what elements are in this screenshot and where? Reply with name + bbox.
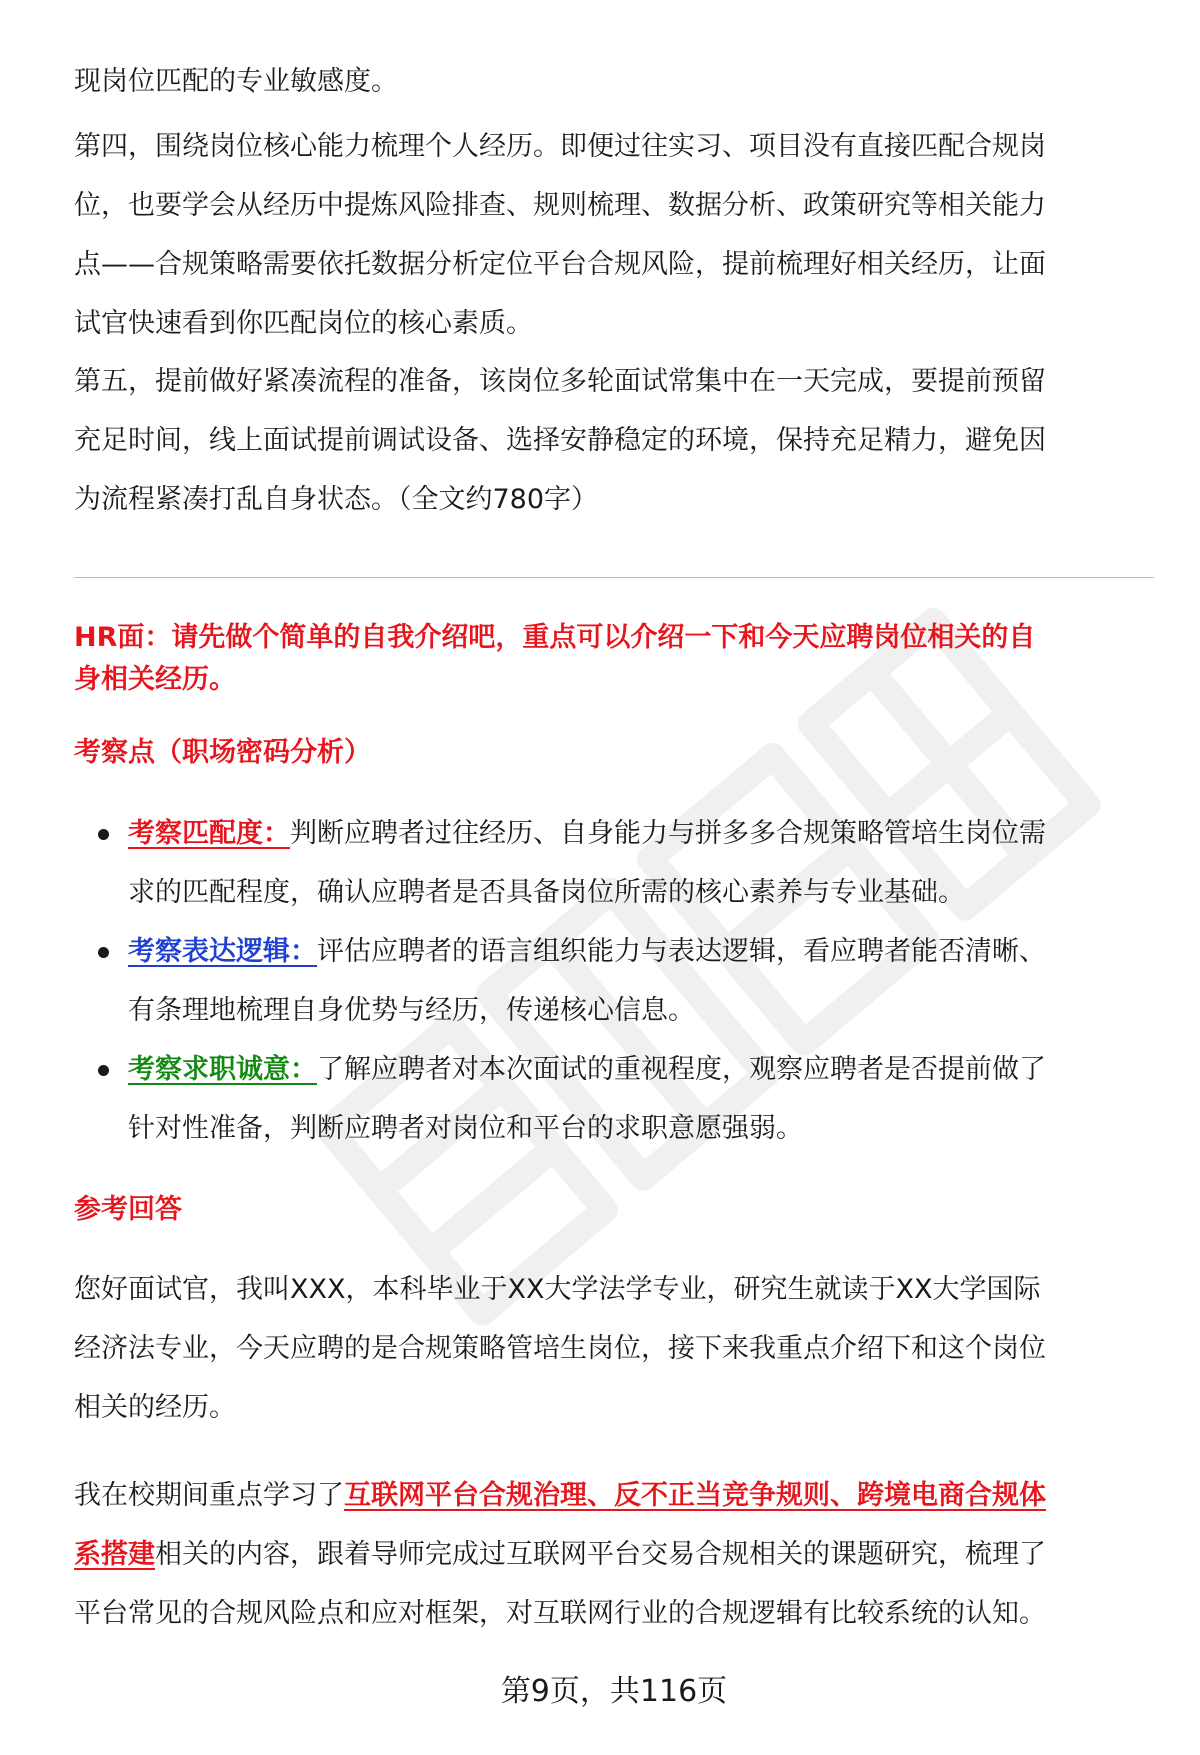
text-line: 第四，围绕岗位核心能力梳理个人经历。即便过往实习、项目没有直接匹配合规岗: [74, 131, 1046, 162]
text-line: 平台常见的合规风险点和应对框架，对互联网行业的合规逻辑有比较系统的认知。: [74, 1598, 1046, 1629]
page-number: 第9页，共116页: [500, 1674, 728, 1709]
section-divider: [74, 577, 1154, 578]
text-line: 经济法专业，今天应聘的是合规策略管培生岗位，接下来我重点介绍下和这个岗位: [74, 1333, 1046, 1364]
section-title-answer: 参考回答: [74, 1194, 182, 1225]
text-line: 现岗位匹配的专业敏感度。: [74, 66, 398, 97]
question-line: HR面：请先做个简单的自我介绍吧，重点可以介绍一下和今天应聘岗位相关的自: [74, 622, 1036, 653]
highlight-text: 互联网平台合规治理、反不正当竞争规则、跨境电商合规体: [344, 1480, 1046, 1511]
text-segment: 我在校期间重点学习了: [74, 1480, 344, 1511]
bullet-text: 评估应聘者的语言组织能力与表达逻辑，看应聘者能否清晰、: [317, 936, 1046, 967]
bullet-line: [128, 1040, 1154, 1099]
bullet-keyword: 考察求职诚意：: [128, 1054, 317, 1085]
paragraph-continuation: [74, 52, 1154, 111]
paragraph-answer-intro: [74, 1260, 1154, 1437]
bullet-item-match: [74, 804, 1154, 922]
bullet-line: 有条理地梳理自身优势与经历，传递核心信息。: [128, 995, 695, 1026]
text-line: [74, 1525, 1154, 1584]
bullet-dot-icon: [98, 1065, 109, 1076]
bullet-keyword: 考察表达逻辑：: [128, 936, 317, 967]
highlight-text: 系搭建: [74, 1539, 155, 1570]
question-line: 身相关经历。: [74, 664, 236, 695]
text-line: [74, 1466, 1154, 1525]
text-line: 充足时间，线上面试提前调试设备、选择安静稳定的环境，保持充足精力，避免因: [74, 425, 1046, 456]
text-line: 第五，提前做好紧凑流程的准备，该岗位多轮面试常集中在一天完成，要提前预留: [74, 366, 1046, 397]
document-page: [74, 0, 1154, 1755]
text-line: 为流程紧凑打乱自身状态。（全文约780字）: [74, 484, 599, 515]
bullet-item-logic: [74, 922, 1154, 1040]
paragraph-tip-four: [74, 117, 1154, 353]
bullet-line: [128, 804, 1154, 863]
bullet-item-sincerity: [74, 1040, 1154, 1158]
bullet-dot-icon: [98, 947, 109, 958]
text-line: 您好面试官，我叫XXX，本科毕业于XX大学法学专业，研究生就读于XX大学国际: [74, 1274, 1041, 1305]
paragraph-tip-five: [74, 352, 1154, 529]
text-line: 点——合规策略需要依托数据分析定位平台合规风险，提前梳理好相关经历，让面: [74, 249, 1046, 280]
bullet-line: [128, 922, 1154, 981]
text-line: 相关的经历。: [74, 1392, 236, 1423]
text-line: 试官快速看到你匹配岗位的核心素质。: [74, 308, 533, 339]
text-line: 位，也要学会从经历中提炼风险排查、规则梳理、数据分析、政策研究等相关能力: [74, 190, 1046, 221]
bullet-line: 求的匹配程度，确认应聘者是否具备岗位所需的核心素养与专业基础。: [128, 877, 965, 908]
interview-question: [74, 617, 1154, 701]
text-segment: 相关的内容，跟着导师完成过互联网平台交易合规相关的课题研究，梳理了: [155, 1539, 1046, 1570]
bullet-keyword: 考察匹配度：: [128, 818, 290, 849]
section-title-examine: 考察点（职场密码分析）: [74, 737, 371, 768]
bullet-dot-icon: [98, 829, 109, 840]
paragraph-answer-study: [74, 1466, 1154, 1643]
examine-bullet-list: [74, 804, 1154, 1158]
bullet-line: 针对性准备，判断应聘者对岗位和平台的求职意愿强弱。: [128, 1113, 803, 1144]
bullet-text: 判断应聘者过往经历、自身能力与拼多多合规策略管培生岗位需: [290, 818, 1046, 849]
bullet-text: 了解应聘者对本次面试的重视程度，观察应聘者是否提前做了: [317, 1054, 1046, 1085]
